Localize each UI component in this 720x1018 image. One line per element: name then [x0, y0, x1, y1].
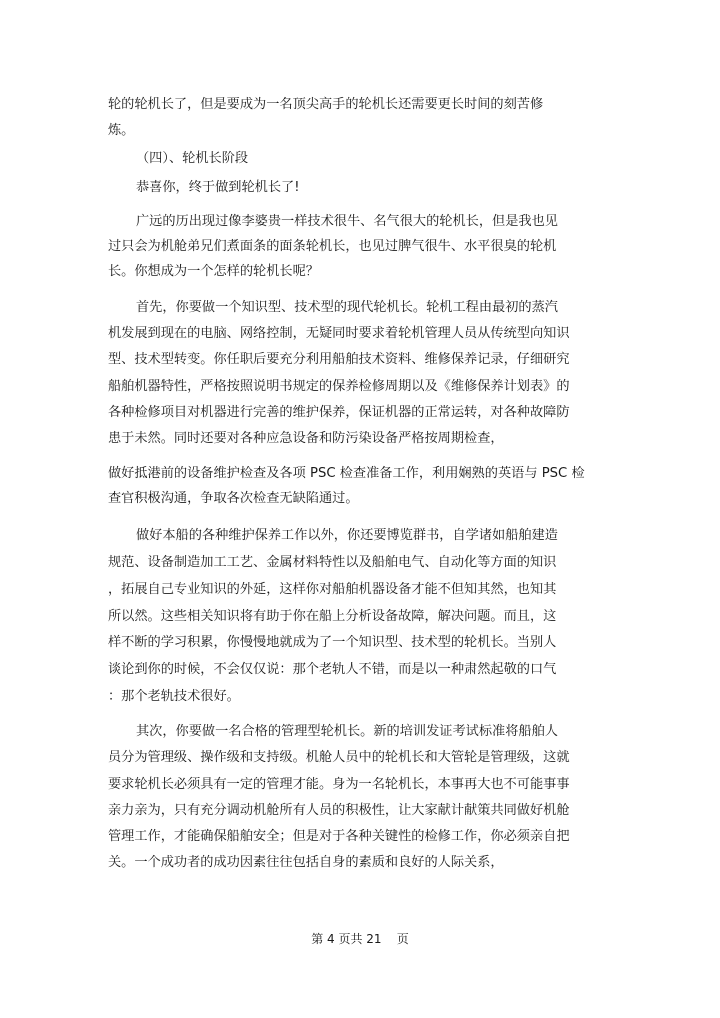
text-line: 员分为管理级、操作级和支持级。机舱人员中的轮机长和大管轮是管理级，这就 [108, 750, 570, 765]
text-line: 做好抵港前的设备维护检查及各项 PSC 检查准备工作，利用娴熟的英语与 PSC 检 [108, 466, 585, 481]
text-line: 查官积极沟通，争取各次检查无缺陷通过。 [108, 491, 359, 506]
text-line: 做好本船的各种维护保养工作以外，你还要博览群书，自学诸如船舶建造 [136, 528, 558, 543]
text-line: 长。你想成为一个怎样的轮机长呢？ [108, 264, 319, 279]
section-heading: （四）、轮机长阶段 [136, 151, 249, 166]
text-line: 所以然。这些相关知识将有助于你在船上分析设备故障，解决问题。而且，这 [108, 609, 557, 624]
text-line: 船舶机器特性，严格按照说明书规定的保养检修周期以及《维修保养计划表》的 [108, 379, 570, 394]
text-line: 广远的历出现过像李婆贵一样技术很牛、名气很大的轮机长，但是我也见 [136, 214, 558, 229]
text-line: 其次，你要做一名合格的管理型轮机长。新的培训发证考试标准将船舶人 [136, 724, 558, 739]
text-line: 轮的轮机长了，但是要成为一名顶尖高手的轮机长还需要更长时间的刻苦修 [108, 97, 544, 112]
text-line: 机发展到现在的电脑、网络控制，无疑同时要求着轮机管理人员从传统型向知识 [108, 326, 570, 341]
text-line: 患于未然。同时还要对各种应急设备和防污染设备严格按周期检查， [108, 431, 504, 446]
text-line: 各种检修项目对机器进行完善的维护保养，保证机器的正常运转，对各种故障防 [108, 405, 570, 420]
text-line: 样不断的学习积累，你慢慢地就成为了一个知识型、技术型的轮机长。当别人 [108, 635, 557, 650]
text-line: 首先，你要做一个知识型、技术型的现代轮机长。轮机工程由最初的蒸汽 [136, 300, 558, 315]
text-line: 型、技术型转变。你任职后要充分利用船舶技术资料、维修保养记录，仔细研究 [108, 352, 570, 367]
text-line: 谈论到你的时候，不会仅仅说：那个老轨人不错，而是以一种肃然起敬的口气 [108, 662, 557, 677]
text-line: ：那个老轨技术很好。 [108, 689, 240, 704]
text-line: ，拓展自己专业知识的外延，这样你对船舶机器设备才能不但知其然，也知其 [108, 582, 557, 597]
page-number: 第 4 页共 21 页 [311, 932, 409, 946]
text-line: 炼。 [108, 123, 135, 138]
text-line: 管理工作，才能确保船舶安全；但是对于各种关键性的检修工作，你必须亲自把 [108, 829, 570, 844]
text-line: 亲力亲为，只有充分调动机舱所有人员的积极性，让大家献计献策共同做好机舱 [108, 803, 570, 818]
text-line: 恭喜你，终于做到轮机长了! [136, 180, 300, 195]
text-line: 关。一个成功者的成功因素往往包括自身的素质和良好的人际关系， [108, 855, 504, 870]
text-line: 过只会为机舱弟兄们煮面条的面条轮机长，也见过脾气很牛、水平很臭的轮机 [108, 239, 557, 254]
text-line: 要求轮机长必须具有一定的管理才能。身为一名轮机长，本事再大也不可能事事 [108, 777, 570, 792]
text-line: 规范、设备制造加工工艺、金属材料特性以及船舶电气、自动化等方面的知识 [108, 555, 557, 570]
